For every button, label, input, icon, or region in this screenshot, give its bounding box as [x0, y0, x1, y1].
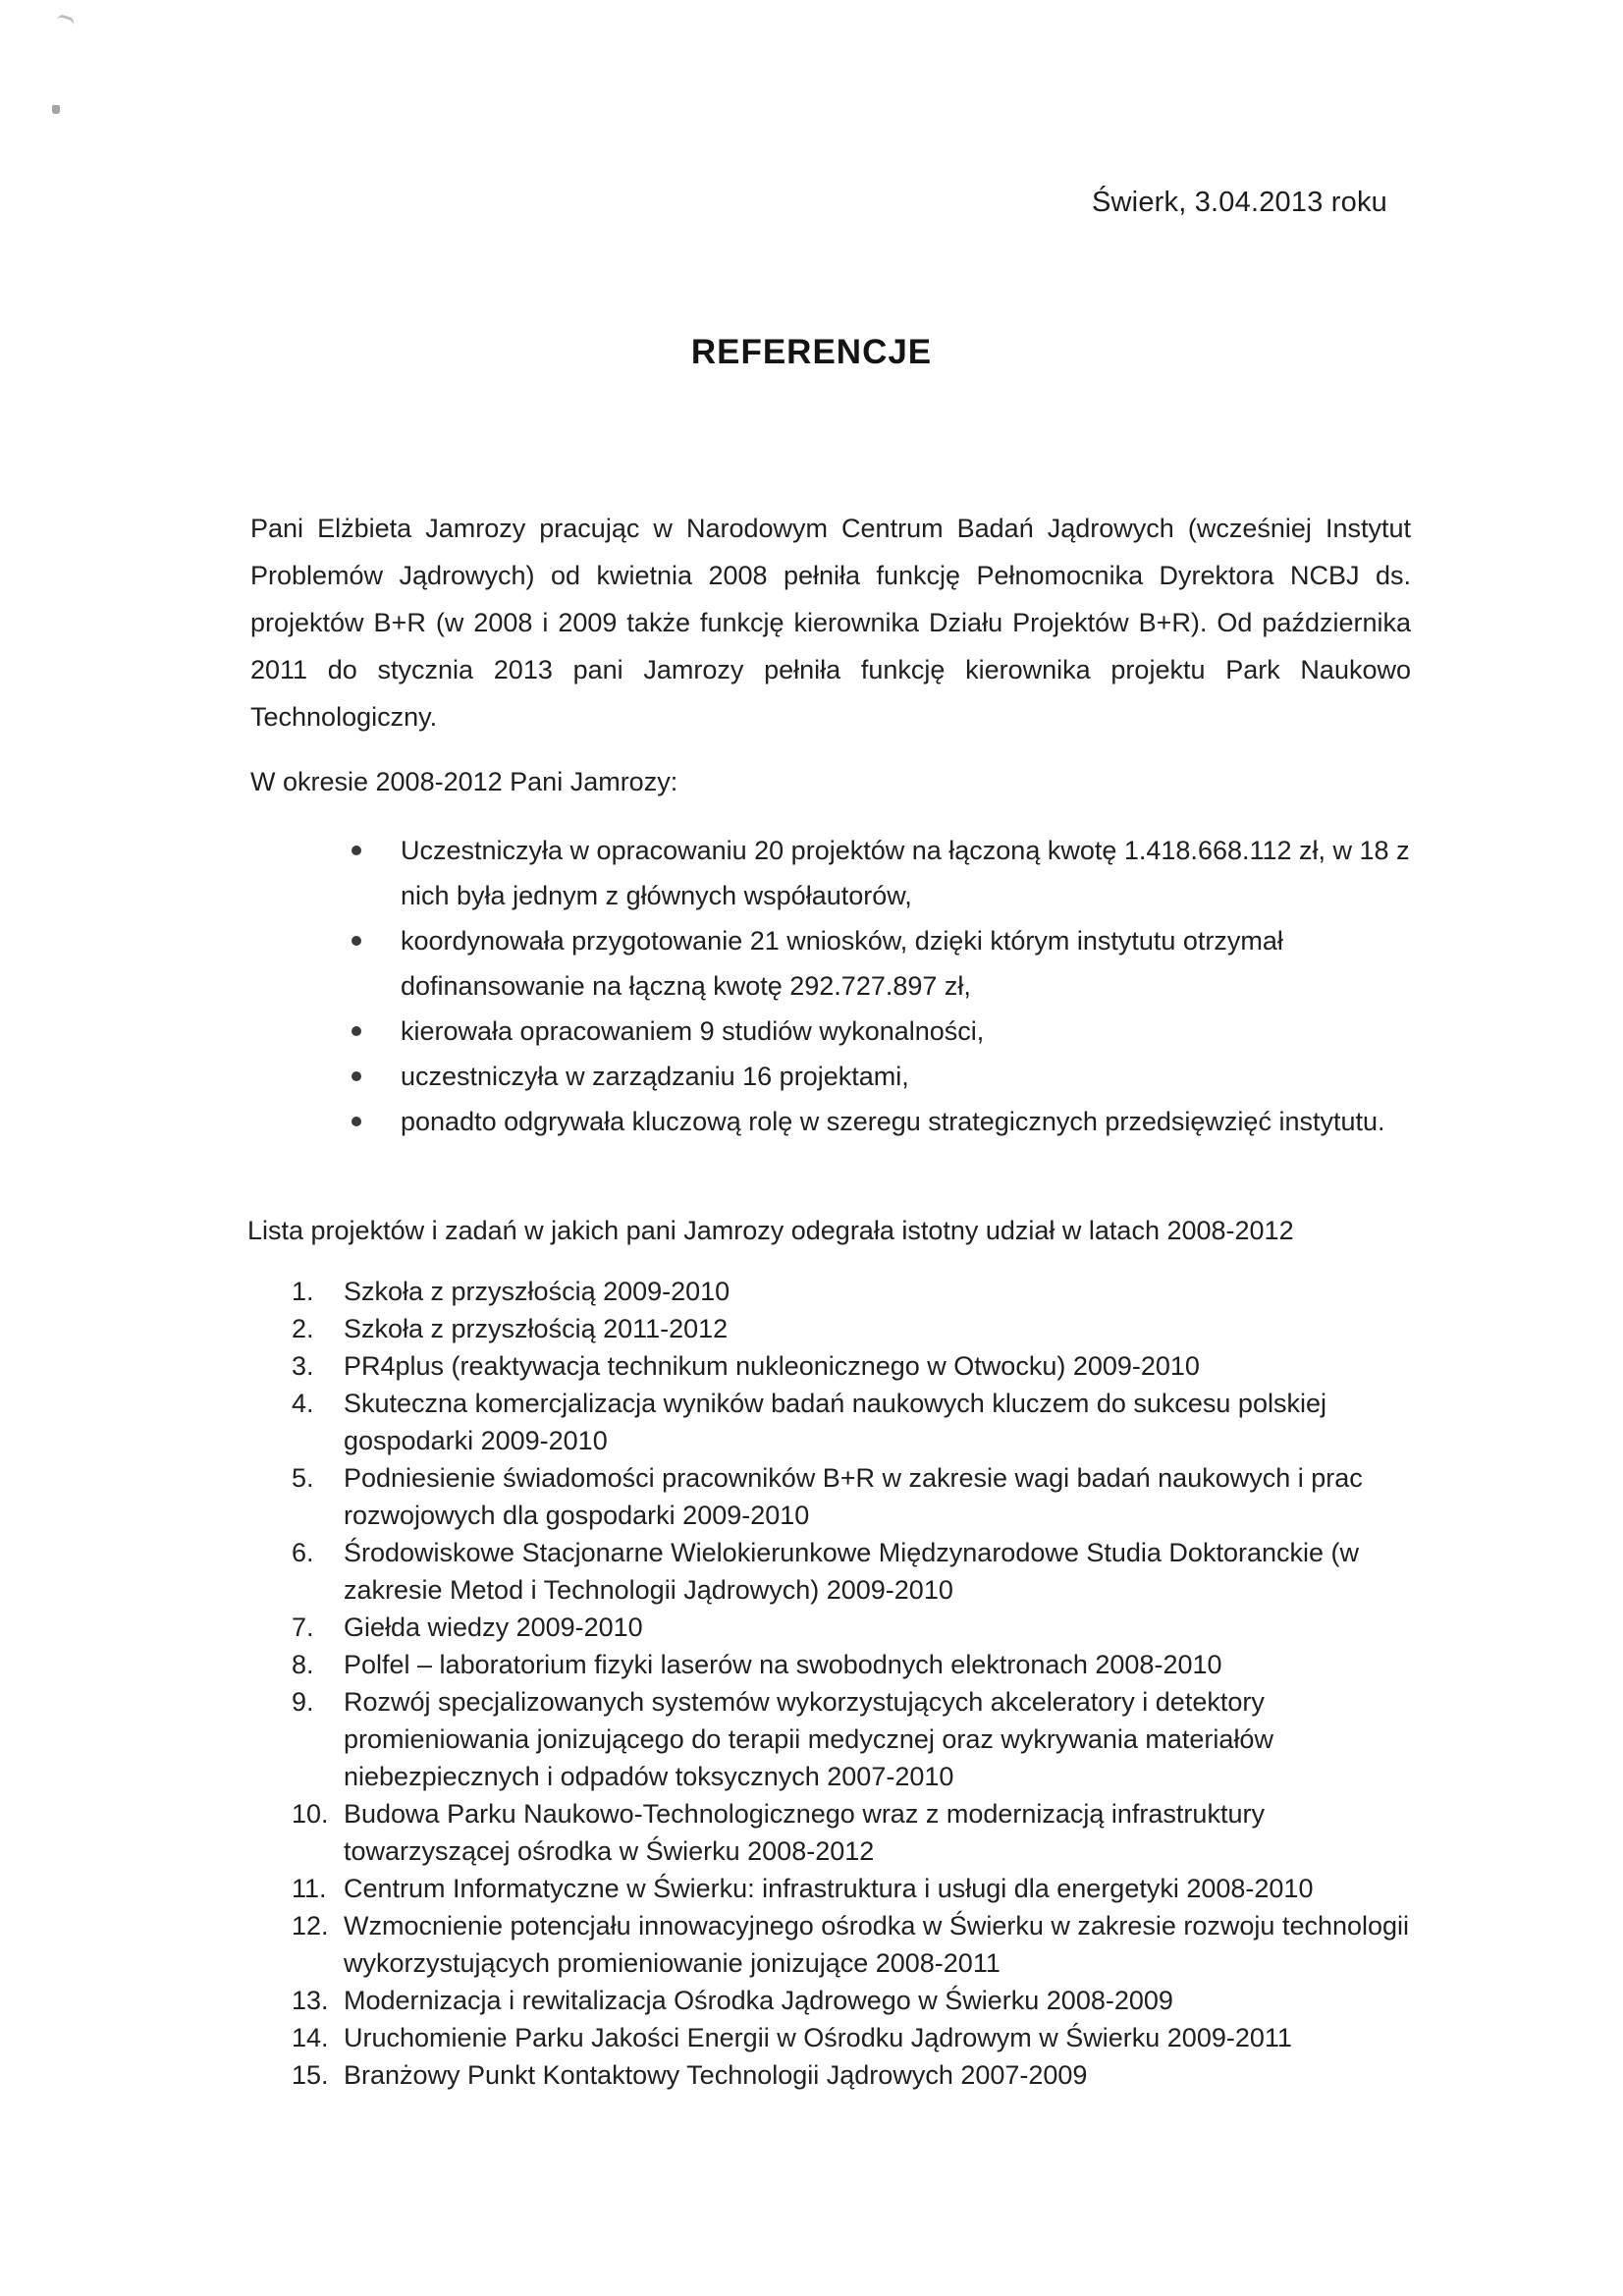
- item-number: 3.: [292, 1351, 314, 1381]
- list-item: [292, 1310, 1411, 1347]
- scan-artifact-tick: [54, 14, 76, 33]
- list-item: [352, 1099, 1410, 1144]
- list-item: [292, 1982, 1411, 2019]
- item-text: Centrum Informatyczne w Świerku: infrastruktura i usługi dla energetyki 2008-2010: [344, 1874, 1314, 1903]
- projects-heading: Lista projektów i zadań w jakich pani Jamrozy odegrała istotny udział w latach 2008-2012: [247, 1216, 1294, 1245]
- list-item: [352, 828, 1410, 918]
- item-text: Polfel – laboratorium fizyki laserów na swobodnych elektronach 2008-2010: [344, 1650, 1222, 1679]
- list-item: [292, 2019, 1411, 2056]
- list-item: [352, 918, 1410, 1009]
- item-number: 5.: [292, 1463, 314, 1493]
- item-number: 9.: [292, 1687, 314, 1717]
- item-number: 6.: [292, 1538, 314, 1567]
- list-item: [292, 2056, 1411, 2094]
- bullet-icon: [352, 1054, 401, 1081]
- list-item: [352, 1054, 1410, 1099]
- bullet-icon: [352, 1009, 401, 1036]
- item-text: PR4plus (reaktywacja technikum nukleonicznego w Otwocku) 2009-2010: [344, 1351, 1200, 1381]
- item-number: 1.: [292, 1277, 314, 1306]
- item-number: 13.: [292, 1986, 329, 2015]
- item-text: Szkoła z przyszłością 2009-2010: [344, 1277, 730, 1306]
- item-text: Rozwój specjalizowanych systemów wykorzystujących akceleratory i detektory promieniowania jonizującego do terapii medycznej oraz wykrywania materiałów niebezpiecznych i odpadów toksycznych 2007-2010: [344, 1687, 1273, 1791]
- item-number: 15.: [292, 2060, 329, 2090]
- intro-paragraph: Pani Elżbieta Jamrozy pracując w Narodowym Centrum Badań Jądrowych (wcześniej Instytut Problemów Jądrowych) od kwietnia 2008 pełniła funkcję Pełnomocnika Dyrektora NCBJ ds. projektów B+R (w 2008 i 2009 także funkcję kierownika Działu Projektów B+R). Od października 2011 do stycznia 2013 pani Jamrozy pełniła funkcję kierownika projektu Park Naukowo Technologiczny.: [250, 514, 1411, 732]
- list-item: [292, 1534, 1411, 1609]
- item-text: Podniesienie świadomości pracowników B+R w zakresie wagi badań naukowych i prac rozwojowych dla gospodarki 2009-2010: [344, 1463, 1363, 1530]
- item-text: Wzmocnienie potencjału innowacyjnego ośrodka w Świerku w zakresie rozwoju technologii wykorzystujących promieniowanie jonizujące 2008-2011: [344, 1911, 1410, 1978]
- list-item: [292, 1907, 1411, 1982]
- bullet-icon: [352, 918, 401, 946]
- list-item: [292, 1795, 1411, 1870]
- item-text: Modernizacja i rewitalizacja Ośrodka Jądrowego w Świerku 2008-2009: [344, 1986, 1173, 2015]
- list-item: [292, 1609, 1411, 1646]
- projects-list: [292, 1273, 1411, 2094]
- period-heading: W okresie 2008-2012 Pani Jamrozy:: [250, 767, 678, 796]
- item-number: 11.: [292, 1874, 327, 1903]
- bullet-icon: [352, 1099, 401, 1126]
- item-text: Giełda wiedzy 2009-2010: [344, 1613, 643, 1642]
- item-number: 10.: [292, 1799, 329, 1829]
- item-text: Skuteczna komercjalizacja wyników badań naukowych kluczem do sukcesu polskiej gospodarki 2009-2010: [344, 1389, 1326, 1455]
- bullet-icon: [352, 828, 401, 855]
- item-number: 8.: [292, 1650, 314, 1679]
- date-line: Świerk, 3.04.2013 roku: [1091, 187, 1387, 218]
- list-item: [352, 1009, 1410, 1054]
- page-title: REFERENCJE: [690, 333, 933, 371]
- item-number: 14.: [292, 2023, 329, 2052]
- achievements-list: [352, 828, 1410, 1144]
- list-item: [292, 1385, 1411, 1459]
- list-item: [292, 1459, 1411, 1534]
- item-text: Środowiskowe Stacjonarne Wielokierunkowe Międzynarodowe Studia Doktoranckie (w zakresie Metod i Technologii Jądrowych) 2009-2010: [344, 1538, 1359, 1605]
- list-item-text: uczestniczyła w zarządzaniu 16 projektami,: [401, 1062, 909, 1091]
- list-item: [292, 1683, 1411, 1795]
- item-number: 7.: [292, 1613, 314, 1642]
- list-item-text: koordynowała przygotowanie 21 wniosków, dzięki którym instytutu otrzymał dofinansowanie na łączną kwotę 292.727.897 zł,: [401, 926, 1283, 1001]
- item-text: Szkoła z przyszłością 2011-2012: [344, 1314, 729, 1343]
- scan-artifact-speck: [52, 105, 60, 114]
- list-item-text: ponadto odgrywała kluczową rolę w szeregu strategicznych przedsięwzięć instytutu.: [401, 1107, 1385, 1136]
- list-item-text: Uczestniczyła w opracowaniu 20 projektów na łączoną kwotę 1.418.668.112 zł, w 18 z nich była jednym z głównych współautorów,: [401, 836, 1410, 910]
- list-item: [292, 1273, 1411, 1310]
- item-text: Budowa Parku Naukowo-Technologicznego wraz z modernizacją infrastruktury towarzyszącej ośrodka w Świerku 2008-2012: [344, 1799, 1265, 1866]
- list-item-text: kierowała opracowaniem 9 studiów wykonalności,: [401, 1016, 985, 1046]
- item-text: Uruchomienie Parku Jakości Energii w Ośrodku Jądrowym w Świerku 2009-2011: [344, 2023, 1292, 2052]
- list-item: [292, 1646, 1411, 1683]
- item-number: 2.: [292, 1314, 314, 1343]
- list-item: [292, 1347, 1411, 1385]
- item-number: 12.: [292, 1911, 329, 1941]
- item-text: Branżowy Punkt Kontaktowy Technologii Jądrowych 2007-2009: [344, 2060, 1088, 2090]
- list-item: [292, 1870, 1411, 1907]
- item-number: 4.: [292, 1389, 314, 1418]
